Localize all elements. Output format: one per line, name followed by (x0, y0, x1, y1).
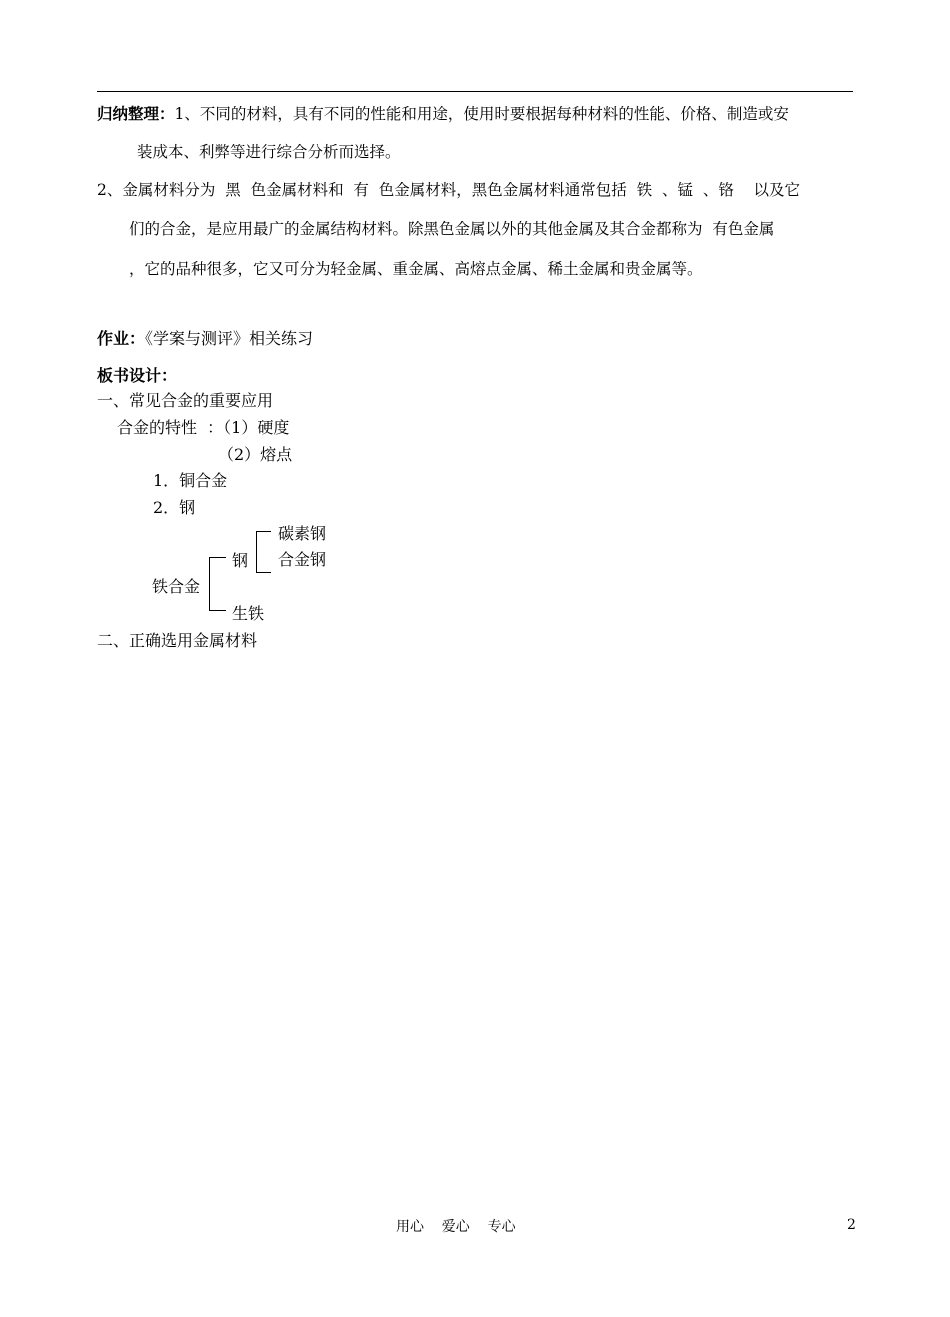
homework-line (97, 329, 313, 349)
tree-steel: 钢 (232, 551, 249, 570)
tree-root: 铁合金 (152, 577, 201, 596)
summary-line-4: 们的合金，是应用最广的金属结构材料。除黑色金属以外的其他金属及其合金都称为 有色金属 (129, 220, 775, 238)
homework-text: 《学案与测评》相关练习 (145, 329, 314, 348)
board-item-2: 2．钢 (153, 498, 196, 517)
summary-line-2: 装成本、利弊等进行综合分析而选择。 (137, 143, 401, 161)
summary-line-5: ，它的品种很多，它又可分为轻金属、重金属、高熔点金属、稀土金属和贵金属等。 (129, 260, 703, 278)
tree-alloy-steel: 合金钢 (278, 550, 327, 569)
summary-text-1: 1、不同的材料，具有不同的性能和用途，使用时要根据每种材料的性能、价格、制造或安 (174, 105, 789, 123)
tree-pig-iron: 生铁 (232, 604, 265, 623)
alloy-property-2: （2）熔点 (218, 445, 293, 464)
homework-heading: 作业： (97, 329, 146, 348)
board-section-1: 一、常见合金的重要应用 (97, 391, 274, 410)
alloy-properties: 合金的特性 ：（1）硬度 (117, 418, 290, 437)
footer-motto: 用心 爱心 专心 (396, 1219, 516, 1235)
board-item-1: 1．铜合金 (153, 471, 228, 490)
tree-carbon-steel: 碳素钢 (278, 524, 327, 543)
summary-line-3: 2、金属材料分为 黑 色金属材料和 有 色金属材料，黑色金属材料通常包括 铁 、锰 、铬 以及它 (97, 181, 801, 199)
summary-heading: 归纳整理： (97, 105, 175, 123)
board-heading: 板书设计： (97, 366, 178, 385)
summary-line-1 (97, 104, 789, 124)
header-rule (97, 91, 853, 92)
board-section-2: 二、正确选用金属材料 (97, 631, 258, 650)
page-number: 2 (847, 1217, 856, 1233)
